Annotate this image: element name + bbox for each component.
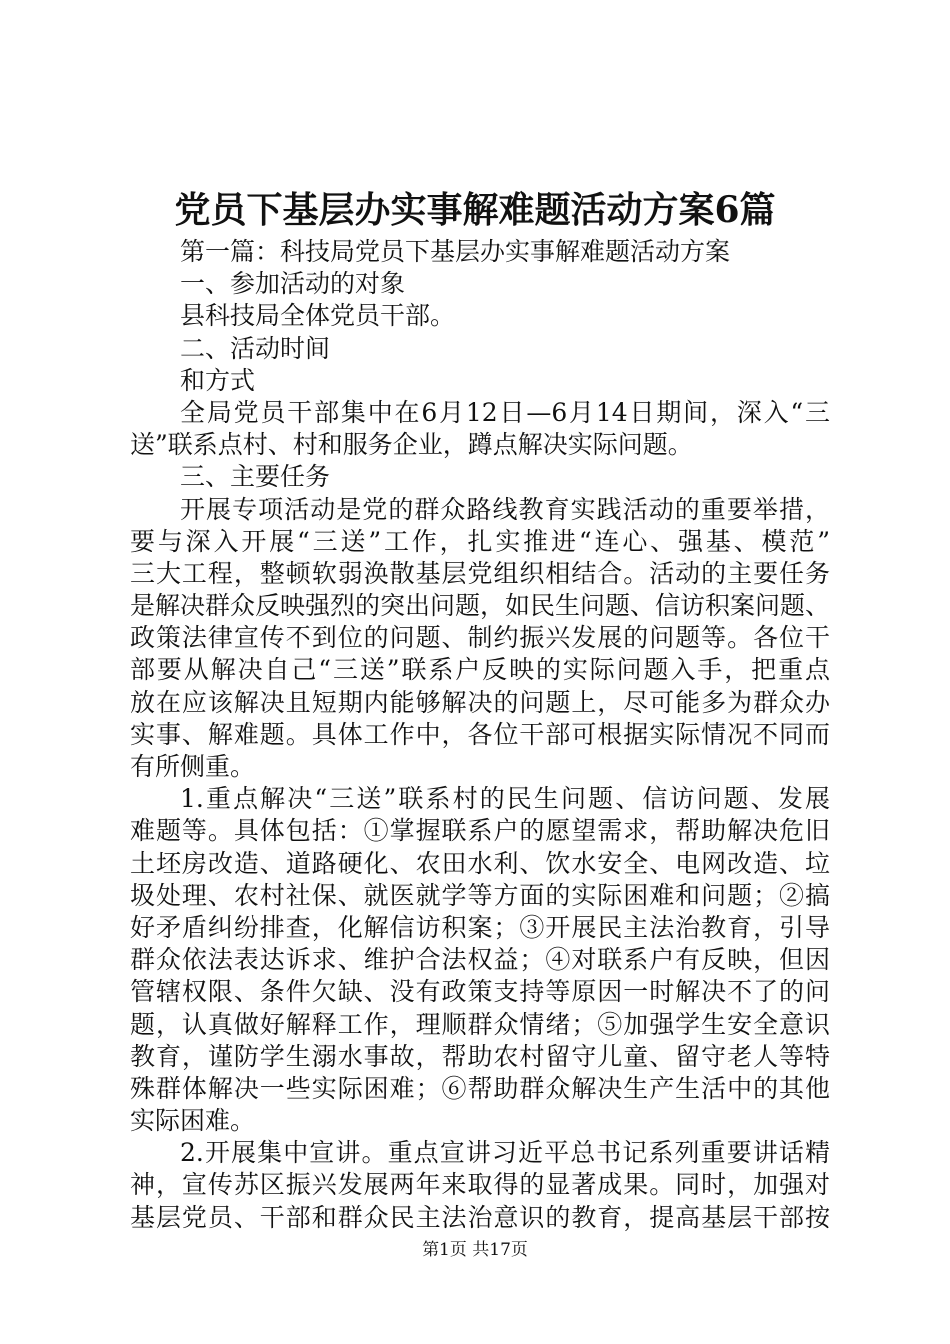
text-line: 是解决群众反映强烈的突出问题，如民生问题、信访积案问题、 <box>130 591 831 621</box>
text-line: 实际困难。 <box>130 1106 256 1136</box>
text-line: 全局党员干部集中在6月12日—6月14日期间，深入“三 <box>180 397 830 427</box>
text-line: 管辖权限、条件欠缺、没有政策支持等原因一时解决不了的问 <box>130 977 830 1007</box>
text-line: 要与深入开展“三送”工作，扎实推进“连心、强基、模范” <box>130 526 830 556</box>
document-title: 党员下基层办实事解难题活动方案6篇 <box>174 189 776 231</box>
page-footer: 第1页 共17页 <box>422 1240 528 1260</box>
text-line: 三、主要任务 <box>180 462 331 492</box>
text-line: 圾处理、农村社保、就医就学等方面的实际困难和问题；②搞 <box>130 880 830 910</box>
text-line: 送”联系点村、村和服务企业，蹲点解决实际问题。 <box>130 430 693 460</box>
text-line: 基层党员、干部和群众民主法治意识的教育，提高基层干部按 <box>130 1202 830 1232</box>
text-line: 教育，谨防学生溺水事故，帮助农村留守儿童、留守老人等特 <box>130 1041 830 1071</box>
text-line: 殊群体解决一些实际困难；⑥帮助群众解决生产生活中的其他 <box>130 1073 830 1103</box>
document-body <box>130 236 830 1234</box>
text-line: 三大工程，整顿软弱涣散基层党组织相结合。活动的主要任务 <box>130 558 830 588</box>
text-line: 县科技局全体党员干部。 <box>180 301 456 331</box>
text-line: 有所侧重。 <box>130 752 256 781</box>
text-line: 和方式 <box>180 365 256 395</box>
text-line: 开展专项活动是党的群众路线教育实践活动的重要举措， <box>180 494 830 524</box>
text-line: 部要从解决自己“三送”联系户反映的实际问题入手，把重点 <box>130 655 830 685</box>
text-line: 神，宣传苏区振兴发展两年来取得的显著成果。同时，加强对 <box>130 1170 830 1200</box>
text-line: 难题等。具体包括：①掌握联系户的愿望需求，帮助解决危旧 <box>130 816 830 846</box>
text-line: 1.重点解决“三送”联系村的民生问题、信访问题、发展 <box>180 784 830 814</box>
text-line: 放在应该解决且短期内能够解决的问题上，尽可能多为群众办 <box>130 687 830 717</box>
text-line: 政策法律宣传不到位的问题、制约振兴发展的问题等。各位干 <box>130 623 830 653</box>
text-line: 题，认真做好解释工作，理顺群众情绪；⑤加强学生安全意识 <box>130 1009 830 1039</box>
text-line: 群众依法表达诉求、维护合法权益；④对联系户有反映，但因 <box>130 945 830 975</box>
text-line: 一、参加活动的对象 <box>180 269 406 299</box>
text-line: 土坯房改造、道路硬化、农田水利、饮水安全、电网改造、垃 <box>130 848 830 878</box>
text-line: 第一篇：科技局党员下基层办实事解难题活动方案 <box>180 237 731 266</box>
text-line: 好矛盾纠纷排查，化解信访积案；③开展民主法治教育，引导 <box>130 912 830 942</box>
text-line: 2.开展集中宣讲。重点宣讲习近平总书记系列重要讲话精 <box>180 1138 830 1168</box>
text-line: 实事、解难题。具体工作中，各位干部可根据实际情况不同而 <box>130 719 830 749</box>
text-line: 二、活动时间 <box>180 333 331 363</box>
